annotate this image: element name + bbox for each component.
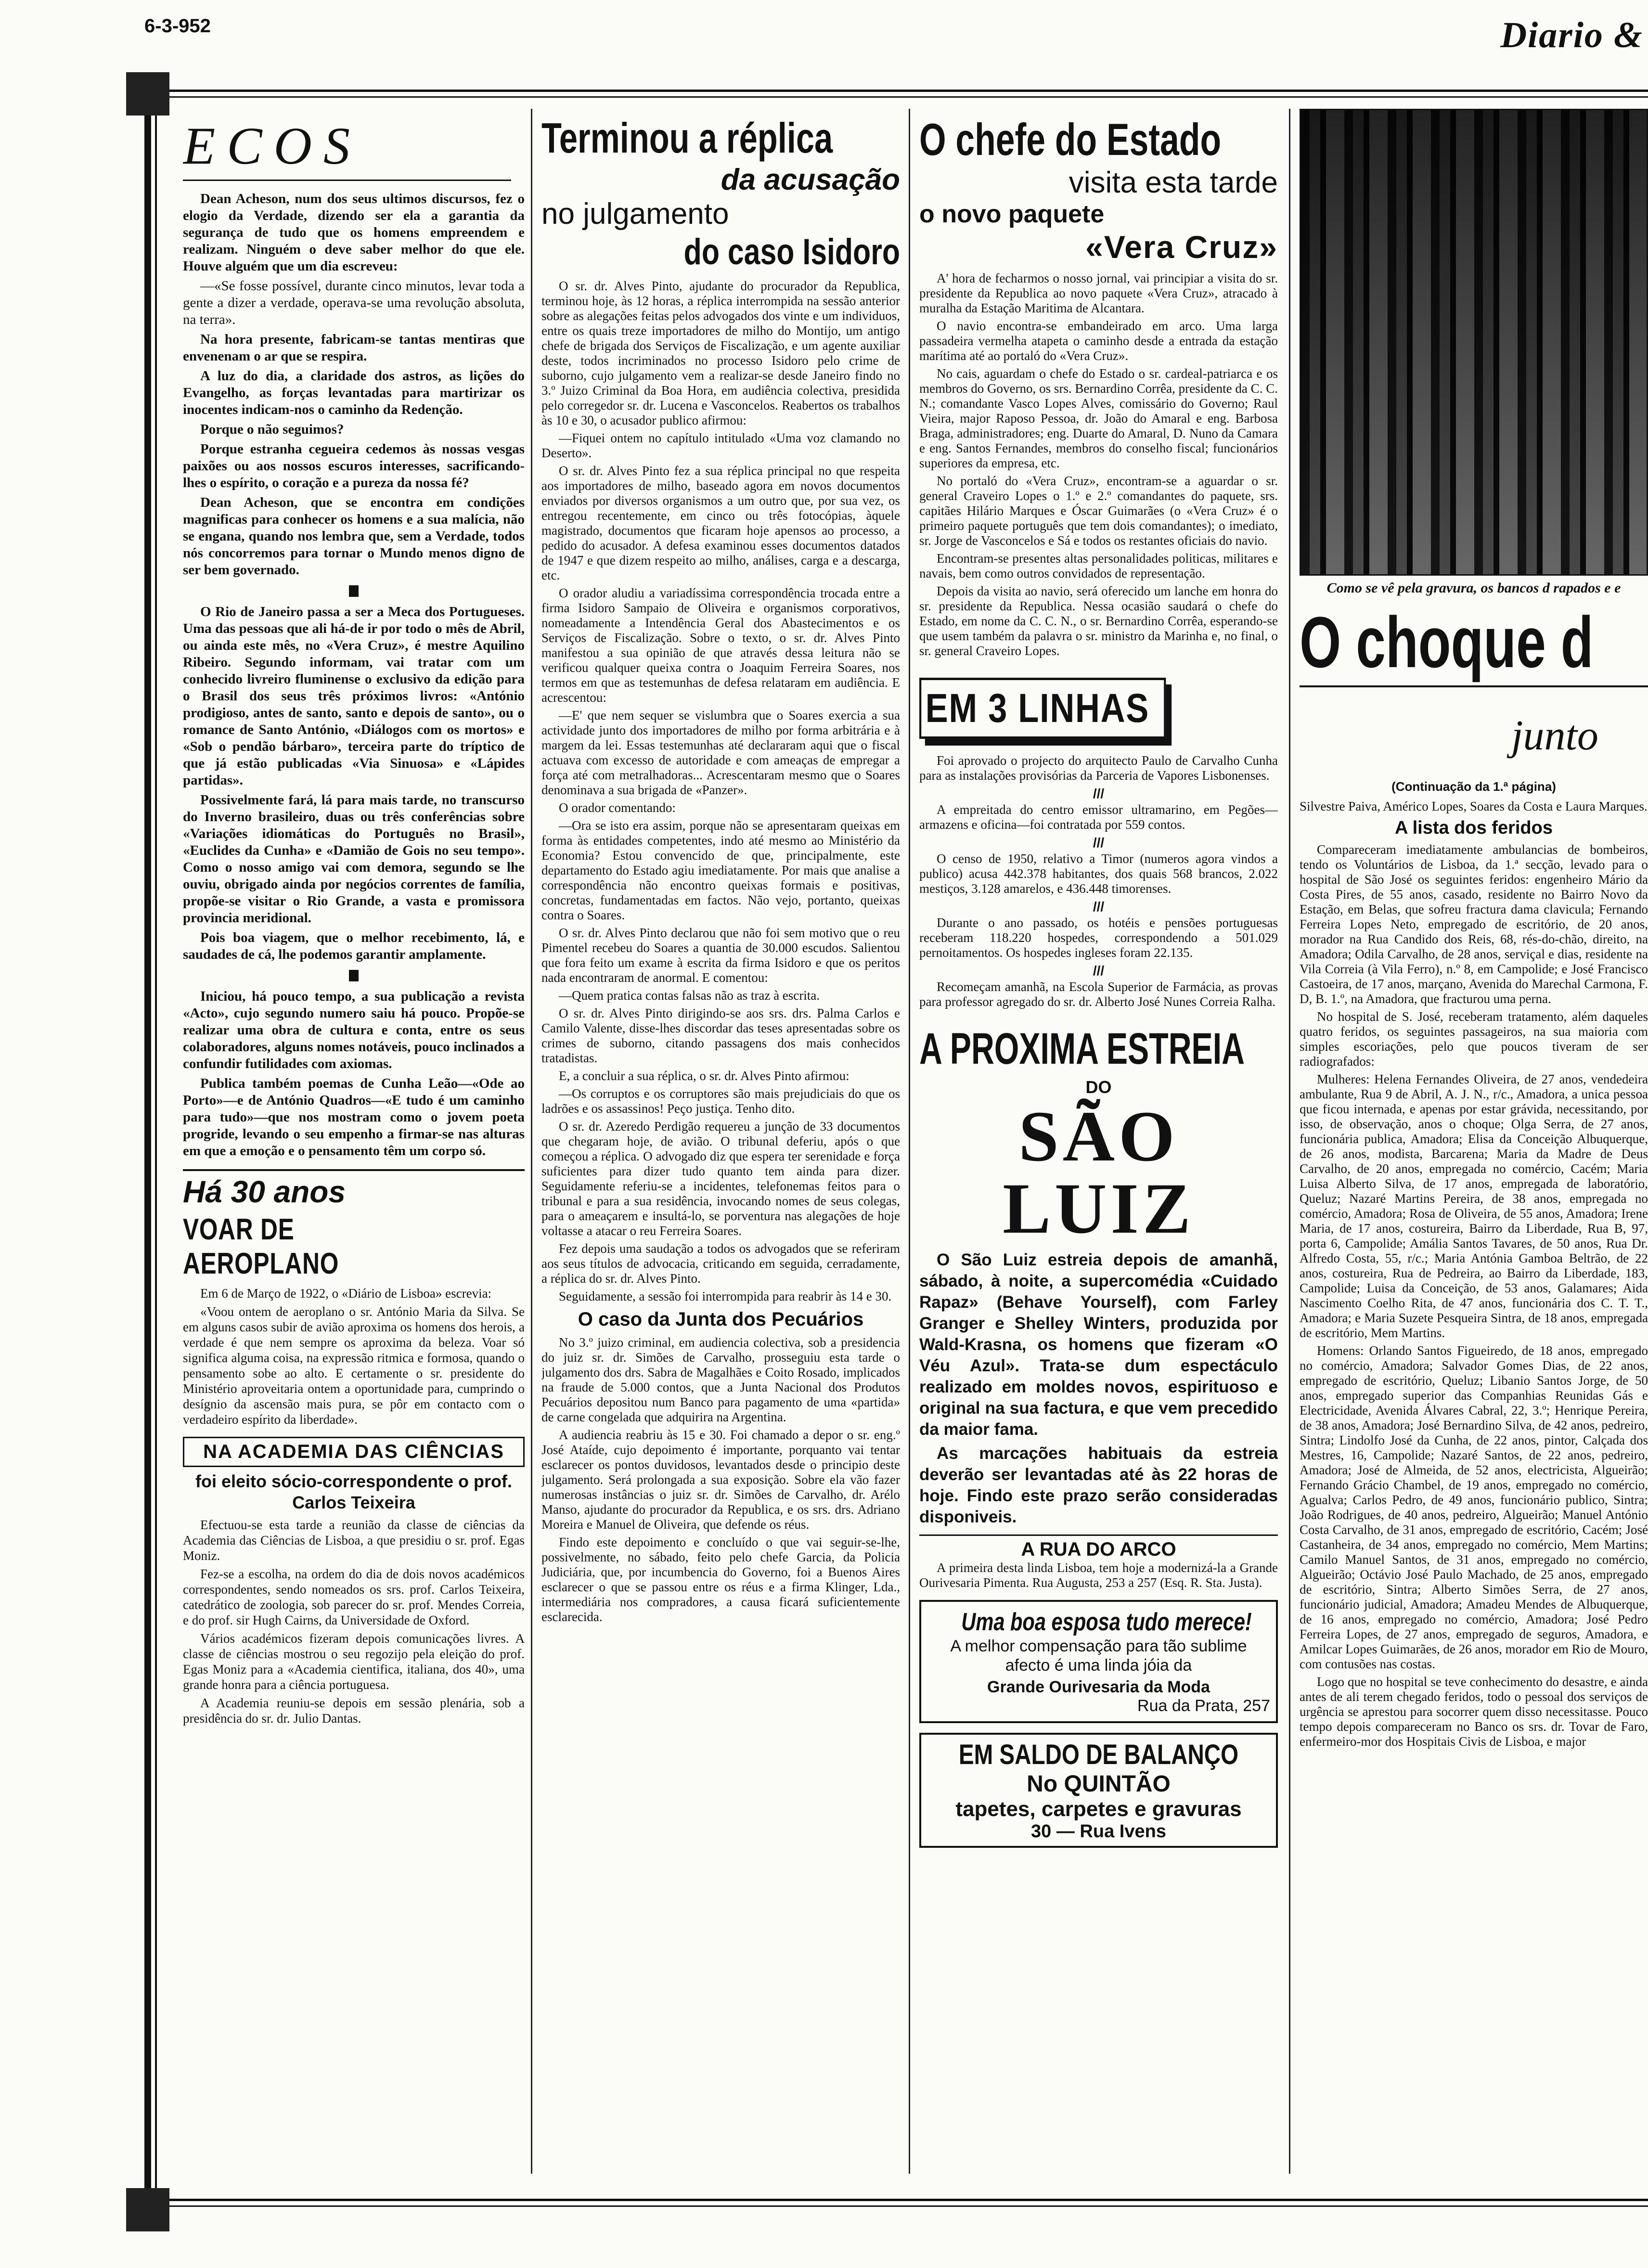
paragraph: O orador aludiu a variadíssima correspondência trocada entre a firma Isidoro Sampaio de Oliveira e organismos corporativos, nomeadamente a Intendência Geral dos Abastecimentos e os Serviços de Fiscalização. Sobre o texto, o sr. dr. Alves Pinto manifestou a sua opinião de que através dessa leitura não se verificou qualquer queixa contra o Joaquim Ferreira Soares, nos termos em que as testemunhas de defesa relataram em audiência. E acrescentou:: [541, 586, 900, 705]
paragraph: E, a concluir a sua réplica, o sr. dr. Alves Pinto afirmou:: [559, 1069, 850, 1083]
top-rule-thin: [144, 96, 1648, 98]
sao-luiz-article: [919, 1250, 1278, 1528]
paragraph: No 3.º juizo criminal, em audiencia colectiva, sob a presidencia do juiz sr. dr. Simões de Carvalho, prosseguiu esta tarde o julgamento dos drs. Sabra de Magalhães e Coito Rosado, implicados na fraude de 5.000 contos, que a Junta Nacional dos Produtos Pecuários depositou num Banco para pagamento de uma «partida» de carne congelada que adquirira na Argentina.: [541, 1335, 900, 1424]
paragraph: Em 6 de Março de 1922, o «Diário de Lisboa» escrevia:: [200, 1286, 492, 1301]
corner-ornament-top: [126, 72, 169, 116]
paragraph: Fez depois uma saudação a todos os advogados que se referiram aos seus títulos de advocacia, criticando em seguida, cerradamente, a réplica do sr. dr. Alves Pinto.: [541, 1241, 900, 1286]
paragraph: Findo este depoimento e concluído o que vai seguir-se-lhe, possivelmente, no sábado, feito pelo chefe Garcia, da Policia Judiciária, que, por incumbencia do Governo, foi a Buenos Aires esclarecer o que se passou entre os réus e a firma Klinger, Lda., intermediária nos compradores, a causa ficará suficientemente esclarecida.: [541, 1535, 900, 1624]
top-rule: [144, 90, 1648, 92]
column-2: [541, 109, 900, 2196]
paragraph: Depois da visita ao navio, será oferecido um lanche em honra do sr. presidente da Republica. Nessa ocasião saudará o chefe do Estado, em nome da C. C. N., o sr. Bernardino Corrêa, esperando-se que usem também da palavra o sr. ministro da Marinha e, no final, o sr. general Craveiro Lopes.: [919, 584, 1278, 658]
paragraph: Possivelmente fará, lá para mais tarde, no transcurso do Inverno brasileiro, duas ou três conferências sobre «Variações idiomáticas do Português no Brasil», «Euclides da Cunha» e «Damião de Gois no seu tempo». Como o nosso amigo vai com demora, segundo se lhe ouviu, obrigado ainda por negócios correntes de família, propõe-se visitar o Rio Grande, a vasta e promissora provincia meridional.: [183, 792, 525, 926]
rua-do-arco-article: [919, 1560, 1278, 1590]
ourivesaria-advert: [919, 1600, 1278, 1723]
separator: ///: [1093, 835, 1105, 850]
section-bullet: [349, 970, 359, 981]
chefe-article: [919, 271, 1278, 658]
advert-shop-name: No QUINTÃO: [1027, 1771, 1171, 1797]
em3-items: [919, 753, 1278, 1009]
ha-30-anos-title: Há 30 anos: [183, 1169, 525, 1210]
separator: ///: [1093, 786, 1105, 801]
replica-article: [541, 279, 900, 1624]
column-1: [183, 109, 525, 2196]
paragraph: A Academia reuniu-se depois em sessão plenária, sob a presidência do sr. dr. Julio Dantas.: [183, 1696, 525, 1726]
voar-headline: VOAR DE AEROPLANO: [183, 1213, 339, 1280]
photo-caption: Como se vê pela gravura, os bancos d rapados e e: [1326, 580, 1621, 596]
paragraph: «Voou ontem de aeroplano o sr. António Maria da Silva. Se em alguns casos subir de avião aproxima os homens dos herois, a verdade é que nem sempre os aproxima da beleza. Voar só significa alguma coisa, na expressão ritmica e formosa, quando o pensamento sobe ao alto. E certamente o sr. presidente do Ministério aproveitaria ontem a oportunidade para, cumprindo o desígnio da ascensão mais pura, se pôr em contacto com o verdadeiro espírito da liberdade».: [183, 1304, 525, 1427]
issue-date: 6-3-952: [144, 15, 211, 37]
paragraph: Compareceram imediatamente ambulancias de bombeiros, tendo os Voluntários de Lisboa, da 1.ª secção, levado para o hospital de São José os seguintes feridos: engenheiro Mário da Costa Pires, de 55 anos, casado, residente no Bairro Novo da Estação, em Belas, que sofreu fractura dama clavicula; Fernando Ferreira Lopes Neto, empregado de escritório, de 20 anos, morador na Rua Candido dos Reis, 68, rés-do-chão, direito, na Amadora; Odila Carvalho, de 28 anos, serviçal e dias, residente na Vila Correia (à Vila Ferro), n.º 8, em Campolide; e José Francisco Castoeira, de 17 anos, marçano, Avenida do Marechal Carmona, F. D, B. 1.º, na Amadora, que fracturou uma perna.: [1300, 842, 1648, 1006]
list-item: O censo de 1950, relativo a Timor (numeros agora vindos a publico) acusa 442.378 habitantes, dos quais 568 brancos, 2.022 mestiços, 3.128 amarelos, e 436.448 timorenses.: [919, 851, 1278, 896]
paragraph: No hospital de S. José, receberam tratamento, além daqueles quatro feridos, os seguintes passageiros, na sua maioria com simples escoriações, pelo que poucos tiveram de ser radiografados:: [1300, 1009, 1648, 1069]
paragraph: O orador comentando:: [559, 800, 676, 815]
choque-headline: O choque d: [1300, 602, 1594, 683]
paragraph: —«Se fosse possível, durante cinco minutos, levar toda a gente a dizer a verdade, operava-se uma revolução absoluta, na terra».: [183, 278, 525, 327]
replica-headline-4: do caso Isidoro: [683, 232, 900, 272]
paragraph: Dean Acheson, que se encontra em condições magnificas para conhecer os homens e a sua malícia, não se engana, quando nos lembra que, sem a Verdade, todos nós concorremos para tornar o Mundo menos digno de ser bem governado.: [183, 495, 525, 578]
column-separator: [1289, 109, 1290, 2174]
paragraph: O sr. dr. Alves Pinto dirigindo-se aos srs. drs. Palma Carlos e Camilo Valente, disse-lhes discordar das teses apresentadas sobre os crimes de suborno, citando passagens dos mais conhecidos tratadistas.: [541, 1006, 900, 1065]
paragraph: Porque estranha cegueira cedemos às nossas vesgas paixões ou aos nossos escuros interesses, sacrificando-lhes o espírito, o coração e a pureza da nossa fé?: [183, 441, 525, 490]
choque-subheadline: junto: [1511, 712, 1598, 759]
advert-address: 30 — Rua Ivens: [1031, 1821, 1166, 1842]
paragraph: O Rio de Janeiro passa a ser a Meca dos Portugueses. Uma das pessoas que ali há-de ir por todo o mês de Abril, ou ainda este mês, no «Vera Cruz», é mestre Aquilino Ribeiro. Segundo informam, vai tratar com um conhecido livreiro fluminense o exclusivo da edição para o Brasil dos seus três próximos livros: «António prodigioso, antes de santo, santo e depois de santo», ou o romance de Santo António, «Diálogos com os mortos» e «Sob o pendão bárbaro», terceira parte do tríptico de que já estão publicadas «Via Sinuosa» e «Lápides partidas».: [183, 604, 525, 788]
paragraph: O sr. dr. Alves Pinto declarou que não foi sem motivo que o reu Pimentel recebeu do Soares a quantia de 30.000 escudos. Salientou que fora feito um exame à escrita da firma Isidoro e que os peritos nada encontraram de anormal. E comentou:: [541, 926, 900, 985]
paragraph: Logo que no hospital se teve conhecimento do desastre, e ainda antes de ali terem chegado feridos, todo o pessoal dos serviços de urgência se aprestou para socorrer quem disso necessitasse. Pouco tempo depois compareceram no Banco os srs. dr. Tovar de Faro, enfermeiro-mor dos Hospitais Civis de Lisboa, e major: [1300, 1675, 1648, 1749]
rua-do-arco-heading: A RUA DO ARCO: [919, 1534, 1278, 1560]
choque-article: [1300, 799, 1648, 1749]
paragraph: Dean Acheson, num dos seus ultimos discursos, fez o elogio da Verdade, dizendo ser ela a garantia da segurança de tudo que os homens empreendem e realizam. Ninguém o deve saber melhor do que ele. Houve alguém que um dia escreveu:: [183, 191, 525, 274]
paragraph: O São Luiz estreia depois de amanhã, sábado, à noite, a supercomédia «Cuidado Rapaz» (Behave Yourself), com Farley Granger e Shelley Winters, produzida por Wald-Krasna, os homens que fizeram «O Véu Azul». Trata-se dum espectáculo realizado em moldes novos, espirituoso e original na sua factura, e que vem precedido da maior fama.: [919, 1250, 1278, 1439]
advert-shop-name: Grande Ourivesaria da Moda: [987, 1678, 1210, 1696]
bottom-rule: [144, 2199, 1648, 2201]
paragraph: Fez-se a escolha, na ordem do dia de dois novos académicos correspondentes, sendo nomeados os srs. prof. Carlos Teixeira, catedrático de zoologia, sob parecer do sr. prof. Mendes Correia, e do prof. sir Hugh Cairns, da Universidade de Oxford.: [183, 1567, 525, 1627]
paragraph: Silvestre Paiva, Américo Lopes, Soares da Costa e Laura Marques.: [1300, 799, 1648, 813]
section-heading: A lista dos feridos: [1395, 818, 1553, 838]
list-item: Durante o ano passado, os hotéis e pensões portuguesas receberam 118.220 hospedes, correspondendo a 501.029 pernoitamentos. Os hospedes ingleses foram 22.135.: [919, 915, 1278, 960]
advert-text: A melhor compensação para tão sublime afecto é uma linda jóia da: [950, 1637, 1247, 1675]
chefe-headline-2: visita esta tarde: [1069, 166, 1278, 199]
paragraph: —Quem pratica contas falsas não as traz à escrita.: [559, 988, 820, 1003]
column-separator: [909, 109, 910, 2174]
headline-rule: [1300, 685, 1648, 687]
list-item: Recomeçam amanhã, na Escola Superior de Farmácia, as provas para professor agregado do sr. dr. Alberto José Nunes Correia Ralha.: [919, 979, 1278, 1009]
advert-text: tapetes, carpetes e gravuras: [955, 1797, 1242, 1821]
continuation-note: (Continuação da 1.ª página): [1391, 779, 1556, 794]
advert-headline: Uma boa esposa tudo merece!: [961, 1608, 1252, 1636]
advert-headline: EM SALDO DE BALANÇO: [958, 1739, 1239, 1770]
sao-luiz-headline-3: SÃO LUIZ: [1003, 1096, 1195, 1249]
section-heading: O caso da Junta dos Pecuários: [578, 1309, 864, 1330]
paragraph: Publica também poemas de Cunha Leão—«Ode ao Porto»—e de António Quadros—«E tudo é um caminho para tudo»—que nos mostram como o jovem poeta progride, levando o seu empenho a firmar-se nas alturas em que a emoção e o pensamento têm um corpo só.: [183, 1076, 525, 1159]
list-item: Foi aprovado o projecto do arquitecto Paulo de Carvalho Cunha para as instalações provisórias da Parceria de Vapores Lisbonenses.: [919, 753, 1278, 783]
paragraph: O navio encontra-se embandeirado em arco. Uma larga passadeira vermelha atapeta o caminho desde a entrada da estação marítima até ao portaló do «Vera Cruz».: [919, 319, 1278, 363]
ha30-article: [183, 1286, 525, 1427]
sao-luiz-headline: A PROXIMA ESTREIA: [919, 1024, 1245, 1073]
corner-ornament-bottom: [126, 2188, 169, 2231]
column-3: [919, 109, 1278, 2196]
em-3-linhas-box: EM 3 LINHAS: [919, 678, 1166, 739]
chefe-headline: O chefe do Estado: [919, 114, 1222, 165]
replica-headline: Terminou a réplica: [541, 114, 833, 162]
academia-article: [183, 1517, 525, 1726]
left-border: [144, 90, 151, 2207]
ecos-article: [183, 191, 525, 1160]
left-border-thin: [155, 90, 157, 2207]
paragraph: Porque o não seguimos?: [200, 422, 344, 437]
paragraph: No portaló do «Vera Cruz», encontram-se a aguardar o sr. general Craveiro Lopes o 1.º e 2.º comandantes do paquete, srs. capitães Hilário Marques e Óscar Guimarães (o «Vera Cruz» é o primeiro paquete português que tem dois comandantes); o imediato, sr. Jorge de Vasconcelos e Sá e todos os restantes oficiais do navio.: [919, 474, 1278, 548]
replica-headline-2: da acusação: [721, 163, 900, 196]
quintao-advert: [919, 1733, 1278, 1848]
paragraph: O sr. dr. Alves Pinto, ajudante do procurador da Republica, terminou hoje, às 12 horas, a réplica interrompida na sessão anterior sobre as alegações feitas pelos advogados dos vinte e um individuos, entre os quais treze importadores de milho do Montijo, um antigo chefe de brigada dos Serviços de Fiscalização, e um agente auxiliar deste, todos incriminados no processo Isidoro pelo crime de suborno, cujo julgamento vem a realizar-se desde Janeiro findo no 3.º Juizo Criminal da Boa Hora, em audiência colectiva, presidida pelo corregedor sr. dr. Lucena e Vasconcelos. Reabertos os trabalhos às 10 e 30, o acusador publico afirmou:: [541, 279, 900, 427]
chefe-headline-4: «Vera Cruz»: [1085, 229, 1278, 265]
paragraph: Pois boa viagem, que o melhor recebimento, lá, e saudades de cá, lhe podemos garantir amplamente.: [183, 930, 525, 962]
paragraph: Encontram-se presentes altas personalidades politicas, militares e navais, bem como outros convidados de representação.: [919, 551, 1278, 580]
paragraph: Vários académicos fizeram depois comunicações livres. A classe de ciências mostrou o seu regozijo pela eleição do prof. Egas Moniz para a «Academia cientifica, italiana, dos 40», uma grande honra para a ciência portuguesa.: [183, 1631, 525, 1692]
paragraph: Iniciou, há pouco tempo, a sua publicação a revista «Acto», cujo segundo numero saiu há pouco. Propõe-se realizar uma obra de cultura e conta, entre os seus colaboradores, alguns nomes notáveis, pouco inclinados a confundir futilidades com axiomas.: [183, 989, 525, 1071]
paragraph: Mulheres: Helena Fernandes Oliveira, de 27 anos, vendedeira ambulante, Rua 9 de Abril, A. J. N., r/c., Amadora, a unica pessoa que ficou internada, e apenas por estar grávida, necessitando, por isso, de observação, anos o choque; Olga Serra, de 27 anos, funcionária publica, Amadora; Elisa da Conceição Albuquerque, de 26 anos, modista, Barcarena; Maria da Madre de Deus Carvalho, de 20 anos, empregada no comércio, Cacém; Maria Luisa Alberto Silva, de 17 anos, empregada de laboratório, Queluz; Nazaré Martins Pereira, de 38 anos, empregada no comércio, Amadora; Rosa de Oliveira, de 55 anos, Amadora; Irene Maria, de 17 anos, costureira, Bairro da Liberdade, Rua B, 97, porta 6, Campolide; Amália Santos Tavares, de 50 anos, Rua Dr. Alfredo Costa, 55, r/c.; Maria Antónia Gamboa Beltrão, de 22 anos, costureira, Rua de Pedreira, ao Bairro da Liberdade, 183, Campolide; Luisa da Conceição, de 53 anos, Galamares; Aida Nascimento Coelho Rita, de 47 anos, funcionária dos C. T. T., Amadora; e Maria Suzete Pesqueira Sintra, de 18 anos, empregada de escritório, Mem Martins.: [1300, 1072, 1648, 1340]
paragraph: A audiencia reabriu às 15 e 30. Foi chamado a depor o sr. eng.º José Ataíde, cujo depoimento é importante, porquanto vai tentar esclarecer os pontos duvidosos, levantados desde o principio deste julgamento. Será prolongada a sua exposição. Sobre ela vão fazer numerosas instâncias o juiz sr. dr. Simões de Carvalho, dr. Arélo Manso, ajudante do procurador da Republica, e os srs. drs. Adriano Moreira e Manuel de Oliveira, que defende os réus.: [541, 1428, 900, 1532]
academia-subtitle: foi eleito sócio-correspondente o prof. Carlos Teixeira: [195, 1471, 513, 1512]
paragraph: A luz do dia, a claridade dos astros, as lições do Evangelho, as forças levantadas para martirizar os inocentes indicam-nos o caminho da Redenção.: [183, 368, 525, 417]
paragraph: As marcações habituais da estreia deverão ser levantadas até às 22 horas de hoje. Findo este prazo serão consideradas disponiveis.: [919, 1444, 1278, 1526]
ecos-title: ECOS: [183, 116, 525, 181]
newspaper-title: Diario &: [1500, 15, 1643, 55]
bottom-rule-thin: [144, 2205, 1648, 2207]
paragraph: A primeira desta linda Lisboa, tem hoje a modernizá-la a Grande Ourivesaria Pimenta. Rua Augusta, 253 a 257 (Esq. R. Sta. Justa).: [919, 1560, 1278, 1590]
paragraph: —Ora se isto era assim, porque não se apresentaram queixas em forma às entidades competentes, indo até mesmo ao Ministério da Economia? Estou convencido de que, principalmente, este departamento do Estado agiu imediatamente. Por mais que analise a correspondência não encontro queixas formais e positivas, concretas, fundamentadas em factos. Não vejo, portanto, queixas contra o Soares.: [541, 818, 900, 922]
column-separator: [531, 109, 532, 2174]
paragraph: A' hora de fecharmos o nosso jornal, vai principiar a visita do sr. presidente da Republica ao novo paquete «Vera Cruz», atracado à muralha da Estação Maritima de Alcantara.: [919, 271, 1278, 315]
separator: ///: [1093, 899, 1105, 914]
sao-luiz-headline-2: DO: [1085, 1077, 1112, 1097]
paragraph: O sr. dr. Azeredo Perdigão requereu a junção de 33 documentos que chegaram hoje, de avião. O tribunal deferiu, após o que começou a réplica. O advogado diz que espera ter serenidade e força suficientes para dizer tudo quanto tem ainda para dizer. Seguidamente referiu-se a incidentes, telefonemas feitos para o tribunal e para a sua residência, invocando nomes de seus colegas, para o ameaçarem e insultá-lo, se porventura nas alegações de hoje voltasse a atacar o reu Ferreira Soares.: [541, 1119, 900, 1238]
paragraph: —Os corruptos e os corruptores são mais prejudiciais do que os ladrões e os assassinos! Peço justiça. Tenho dito.: [541, 1086, 900, 1116]
news-photo: [1300, 109, 1648, 576]
column-4: [1300, 109, 1648, 2196]
section-bullet: [349, 585, 359, 597]
paragraph: —E' que nem sequer se vislumbra que o Soares exercia a sua actividade junto dos importadores de milho por forma arbitrária e à margem da lei. Essas testemunhas até declararam aqui que o fiscal actuava com excesso de autoridade e com ameaças de empregar a força até com metralhadoras... Acrescentaram mesmo que o Soares denominava a sua brigada de «Panzer».: [541, 708, 900, 797]
paragraph: Na hora presente, fabricam-se tantas mentiras que envenenam o ar que se respira.: [183, 332, 525, 364]
advert-address: Rua da Prata, 257: [1137, 1697, 1270, 1715]
paragraph: Efectuou-se esta tarde a reunião da classe de ciências da Academia das Ciências de Lisboa, a que presidiu o sr. prof. Egas Moniz.: [183, 1518, 525, 1563]
paragraph: No cais, aguardam o chefe do Estado o sr. cardeal-patriarca e os membros do Governo, os srs. Bernardino Corrêa, presidente da C. C. N.; comandante Vasco Lopes Alves, comissário do Governo; Raul Vieira, major Raposo Pessoa, dr. João do Amaral e eng. Barbosa Braga, administradores; eng. Duarte do Amaral, D. Nuno da Camara e eng. Santos Fernandes, membros do conselho fiscal; funcionários superiores da empresa, etc.: [919, 366, 1278, 470]
academia-headline: NA ACADEMIA DAS CIÊNCIAS: [183, 1437, 525, 1467]
chefe-headline-3: o novo paquete: [919, 200, 1105, 228]
paragraph: Homens: Orlando Santos Figueiredo, de 18 anos, empregado no comércio, Amadora; Salvador Gomes Dias, de 22 anos, empregado de escritório, Queluz; Libanio Santos Jorge, de 50 anos, empregado superior das Companhias Reunidas Gás e Electricidade, Avenida Álvares Cabral, 22, 3.º; Henrique Pereira, de 38 anos, Amadora; José Bernardino Silva, de 42 anos, pedreiro, Sintra; Lindolfo José da Cunha, de 22 anos, pintor, Calçada dos Mestres, 16, Campolide; Nazaré Santos, de 22 anos, pedreiro, Amadora; José de Almeida, de 52 anos, electricista, Algueirão; Fernando Grácio Chambel, de 19 anos, empregado no comércio, Agualva; Carlos Pedro, de 49 anos, funcionário publico, Sintra; João Rodrigues, de 40 anos, pedreiro, Algueirão; Manuel António Costa Carvalho, de 31 anos, empregado de escritório, Cacém; José Castanheira, de 34 anos, empregado no comércio, Mem Martins; Camilo Manuel Santos, de 31 anos, empregado no comércio, Algueirão; Octávio José Paulo Machado, de 25 anos, empregado de escritório, Sintra; Alberto Simões Serra, de 27 anos, funcionário judicial, Amadora; Amadeu Mendes de Albuquerque, de 16 anos, empregado no comércio, Amadora; José Pedro Ferreira Lopes, de 27 anos, empregado de seguros, Amadora, e Amilcar Lopes Guimarães, de 26 anos, morador em Rio de Mouro, com contusões nas costas.: [1300, 1343, 1648, 1671]
list-item: A empreitada do centro emissor ultramarino, em Pegões—armazens e oficina—foi contratada por 559 contos.: [919, 802, 1278, 832]
separator: ///: [1093, 963, 1105, 978]
paragraph: O sr. dr. Alves Pinto fez a sua réplica principal no que respeita aos importadores de milho, baseado agora em novos documentos enviados por diversos organismos a um outro que, por sua vez, os entregou recentemente, em cinco ou três fotocópias, àquele magistrado, documentos que ficaram hoje apensos ao processo, a pedido do acusador. A defesa examinou esses documentos datados de 1947 e que dizem respeito ao milho, análises, carga e a descarga, etc.: [541, 464, 900, 582]
paragraph: —Fiquei ontem no capítulo intitulado «Uma voz clamando no Deserto».: [541, 431, 900, 460]
replica-headline-3: no julgamento: [541, 197, 729, 231]
paragraph: Seguidamente, a sessão foi interrompida para reabrir às 14 e 30.: [559, 1289, 892, 1303]
